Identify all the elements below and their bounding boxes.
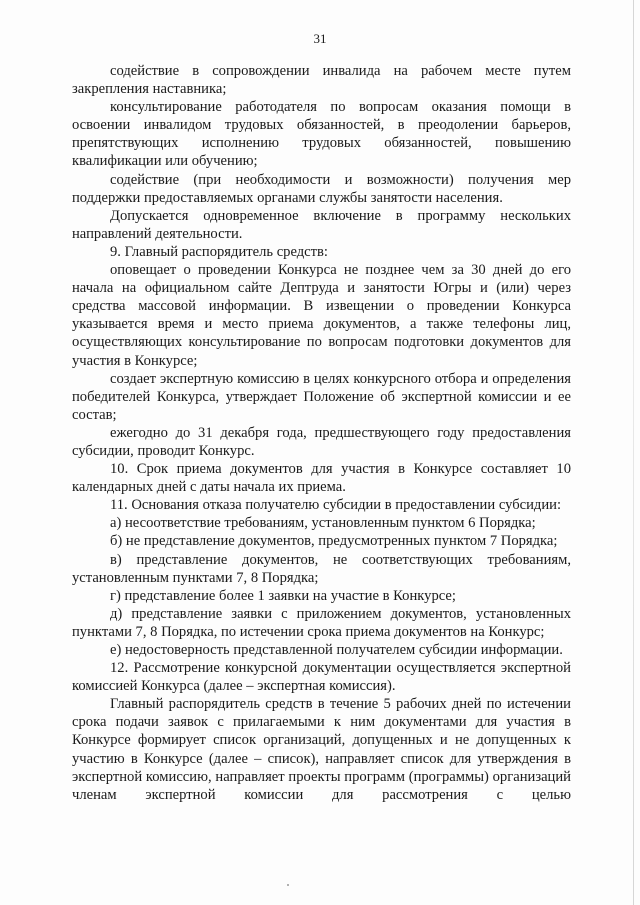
paragraph: содействие в сопровождении инвалида на рабочем месте путем закрепления наставника; <box>72 63 571 98</box>
paragraph: Главный распорядитель средств в течение 5 рабочих дней по истечении срока подачи заявок с прилагаемыми к ним документами для участия в Конкурсе формирует список организаций, допущенных и не допущенных к участию в Конкурсе (далее – список), направляет список для утверждения в экспертной комиссию, направляет проекты программ (программы) организаций членам экспертной комиссии для рассмотрения с целью <box>72 696 571 803</box>
list-item: е) недостоверность представленной получателем субсидии информации. <box>110 642 563 658</box>
list-item: б) не представление документов, предусмотренных пунктом 7 Порядка; <box>110 533 558 550</box>
paragraph: Допускается одновременное включение в программу нескольких направлений деятельности. <box>72 207 571 242</box>
list-item: а) несоответствие требованиям, установленным пунктом 6 Порядка; <box>110 515 536 532</box>
paragraph: содействие (при необходимости и возможности) получения мер поддержки предоставляемых органами службы занятости населения. <box>72 171 571 206</box>
list-item: г) представление более 1 заявки на участие в Конкурсе; <box>110 587 456 604</box>
list-item: д) представление заявки с приложением документов, установленных пунктами 7, 8 Порядка, по истечении срока приема документов на Конкурс; <box>72 605 571 640</box>
paragraph: 10. Срок приема документов для участия в Конкурсе составляет 10 календарных дней с даты начала их приема. <box>72 461 571 496</box>
list-item: в) представление документов, не соответствующих требованиям, установленным пунктами 7, 8 Порядка; <box>72 551 571 586</box>
paragraph: консультирование работодателя по вопросам оказания помощи в освоении инвалидом трудовых обязанностей, в преодолении барьеров, препятствующих исполнению трудовых обязанностей, повышению квалификации или обучению; <box>72 99 571 170</box>
page-number: 31 <box>313 31 327 46</box>
paragraph: оповещает о проведении Конкурса не позднее чем за 30 дней до его начала на официальном сайте Дептруда и занятости Югры и (или) через средства массовой информации. В извещении о проведении Конкурса указывается время и место приема документов, а также телефоны лиц, осуществляющих консультирование по вопросам подготовки документов для участия в Конкурсе; <box>72 262 571 369</box>
scan-edge <box>633 0 634 905</box>
paragraph: создает экспертную комиссию в целях конкурсного отбора и определения победителей Конкурса, утверждает Положение об экспертной комиссии и ее состав; <box>72 370 571 423</box>
paragraph: 9. Главный распорядитель средств: <box>110 243 328 260</box>
document-body <box>72 62 571 804</box>
paragraph: 11. Основания отказа получателю субсидии в предоставлении субсидии: <box>110 497 562 514</box>
scan-speck <box>287 884 289 886</box>
paragraph: 12. Рассмотрение конкурсной документации осуществляется экспертной комиссией Конкурса (далее – экспертная комиссия). <box>72 660 571 695</box>
paragraph: ежегодно до 31 декабря года, предшествующего году предоставления субсидии, проводит Конкурс. <box>72 424 571 459</box>
